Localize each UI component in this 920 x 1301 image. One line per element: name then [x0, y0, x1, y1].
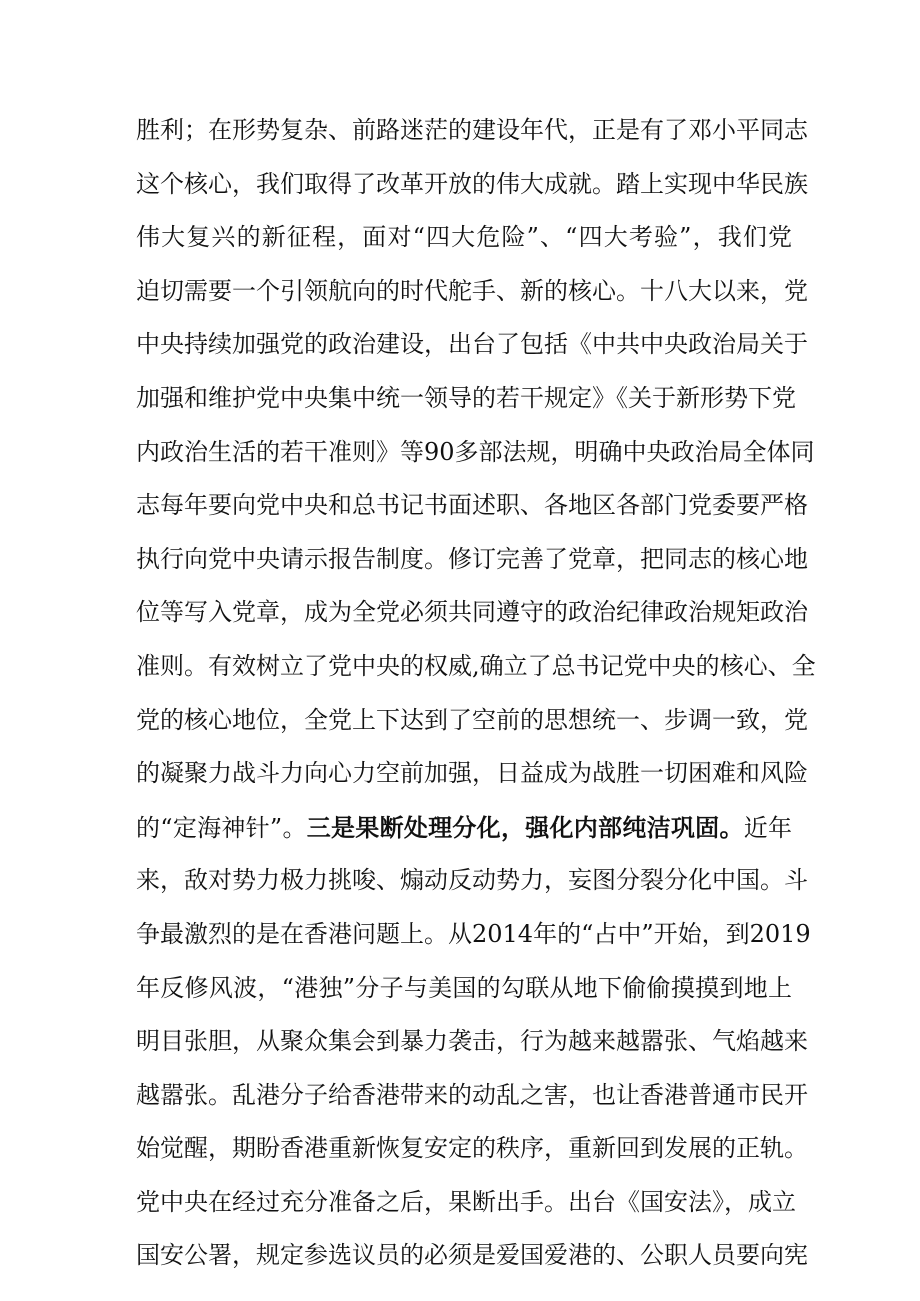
text-line — [136, 211, 792, 265]
text-line — [136, 318, 808, 372]
text-segment: 近年 — [743, 813, 792, 842]
bold-heading-text: 三是果断处理分化，强化内部纯洁巩固。 — [306, 812, 744, 842]
text-segment: 越嚣张。乱港分子给香港带来的动乱之害，也让香港普通市民开 — [136, 1080, 808, 1109]
text-line — [136, 479, 808, 533]
text-segment: 加强和维护党中央集中统一领导的若干规定》《关于新形势下党 — [136, 383, 796, 412]
text-segment: 伟大复兴的新征程，面对“四大危险”、“四大考验”，我们党 — [136, 223, 792, 252]
text-segment: 位等写入党章，成为全党必须共同遵守的政治纪律政治规矩政治 — [136, 598, 808, 627]
text-line — [136, 962, 792, 1016]
text-segment: 的“定海神针”。 — [136, 813, 307, 842]
text-line — [136, 533, 808, 587]
text-line — [136, 426, 815, 480]
text-segment: 年反修风波，“港独”分子与美国的勾联从地下偷偷摸摸到地上 — [136, 973, 792, 1002]
text-line — [136, 801, 792, 855]
text-segment: 内政治生活的若干准则》等90多部法规，明确中央政治局全体同 — [136, 437, 815, 466]
body-paragraph — [136, 104, 816, 1283]
text-segment: 党中央在经过充分准备之后，果断出手。出台《国安法》，成立 — [136, 1187, 796, 1216]
text-line — [136, 640, 816, 694]
text-line — [136, 1176, 796, 1230]
text-segment: 争最激烈的是在香港问题上。从2014年的“占中”开始，到2019 — [136, 919, 811, 948]
text-line — [136, 747, 808, 801]
text-line — [136, 158, 808, 212]
text-segment: 胜利；在形势复杂、前路迷茫的建设年代，正是有了邓小平同志 — [136, 116, 808, 144]
text-line — [136, 854, 808, 908]
text-segment: 执行向党中央请示报告制度。修订完善了党章，把同志的核心地 — [136, 544, 808, 573]
text-segment: 这个核心，我们取得了改革开放的伟大成就。踏上实现中华民族 — [136, 169, 808, 198]
text-line — [136, 1122, 808, 1176]
text-segment: 准则。有效树立了党中央的权威,确立了总书记党中央的核心、全 — [136, 651, 816, 680]
text-segment: 党的核心地位，全党上下达到了空前的思想统一、步调一致，党 — [136, 705, 808, 734]
text-line — [136, 1229, 808, 1283]
text-line — [136, 1069, 808, 1123]
text-segment: 的凝聚力战斗力向心力空前加强，日益成为战胜一切困难和风险 — [136, 759, 808, 788]
text-segment: 来，敌对势力极力挑唆、煽动反动势力，妄图分裂分化中国。斗 — [136, 866, 808, 895]
text-line — [136, 694, 808, 748]
text-segment: 迫切需要一个引领航向的时代舵手、新的核心。十八大以来，党 — [136, 276, 808, 305]
text-segment: 明目张胆，从聚众集会到暴力袭击，行为越来越嚣张、气焰越来 — [136, 1027, 808, 1056]
text-line — [136, 586, 808, 640]
text-line — [136, 908, 811, 962]
text-line — [136, 265, 808, 319]
text-segment: 中央持续加强党的政治建设，出台了包括《中共中央政治局关于 — [136, 330, 808, 359]
text-line — [136, 104, 808, 158]
text-line — [136, 372, 796, 426]
text-segment: 始觉醒，期盼香港重新恢复安定的秩序，重新回到发展的正轨。 — [136, 1134, 808, 1163]
text-line — [136, 1015, 808, 1069]
text-segment: 志每年要向党中央和总书记书面述职、各地区各部门党委要严格 — [136, 491, 808, 520]
text-segment: 国安公署，规定参选议员的必须是爱国爱港的、公职人员要向宪 — [136, 1241, 808, 1270]
